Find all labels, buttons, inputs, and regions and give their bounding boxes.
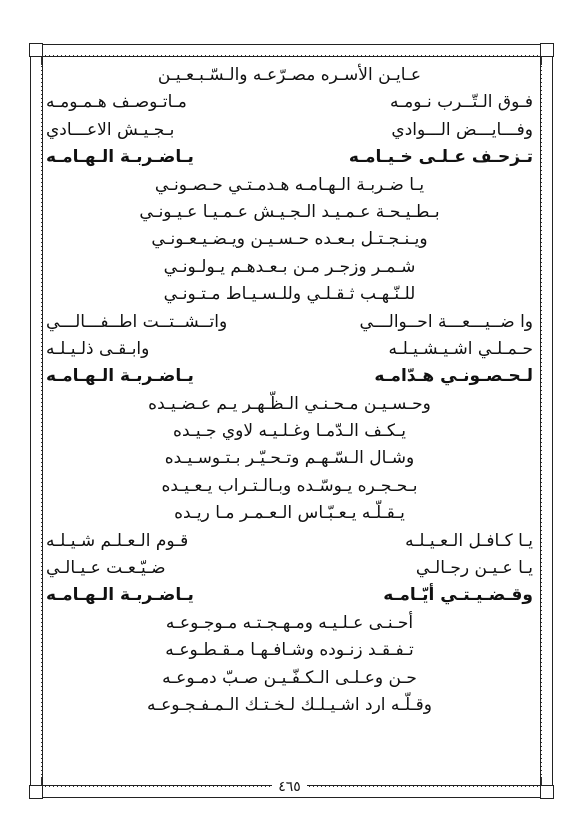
poem-line: وقـلّـه ارد اشـيـلـك لـخـتـك الـمـفـجـوعـه (147, 694, 432, 715)
poem-line (46, 89, 533, 116)
poem-hemistich-right: وا ضــيـــعـــة احــوالـــي (359, 311, 533, 332)
poem-hemistich-right: وفـــايـــض الـــوادي (391, 119, 533, 140)
poem-hemistich-right: لـحـصـونـي هـدّامـه (374, 366, 533, 387)
poem-hemistich-right: تـزحـف عـلـى خـيـامـه (348, 147, 533, 168)
poem-line: وشـال الـسّـهـم وتـحـيّـر بـتـوسـيـده (164, 448, 415, 469)
poem-hemistich-left: قـوم الـعـلـم شـيـلـه (46, 530, 189, 551)
poem-line (46, 309, 533, 336)
page-number (0, 778, 579, 796)
poem-hemistich-left: يـاضـربـة الـهـامـه (46, 366, 194, 387)
poem-hemistich-left: مـاتـوصـف هـمـومـه (46, 92, 187, 113)
poem-hemistich-right: يـا عـيـن رجـالـي (415, 558, 533, 579)
poem-line: يـا ضـربـة الـهـامـه هـدمـتـي حـصـونـي (154, 174, 425, 195)
poem-line: للـنّـهـب ثـقـلـي وللـسـيـاط مـتـونـي (163, 284, 416, 305)
poem-line: حـن وعـلـى الـكـفّـيـن صـبّ دمـوعـه (162, 667, 417, 688)
poem-line (46, 117, 533, 144)
poem-hemistich-right: يـا كـافـل الـعـيـلـه (405, 530, 533, 551)
poem-hemistich-left: ضـيّـعـت عـيـالـي (46, 558, 166, 579)
poem-line: عـايـن الأسـره مصـرّعـه والـسّـبـعـيـن (157, 65, 422, 85)
poem-hemistich-left: يـاضـربـة الـهـامـه (46, 147, 194, 168)
poem-hemistich-left: واتــشــتــت اطــفـــالـــي (46, 311, 228, 332)
poem-line: بـطـيـحـة عـمـيـد الـجـيـش عـمـيـا عـيـونـي (139, 201, 440, 222)
poem-refrain-line (46, 582, 533, 609)
poem-hemistich-right: فـوق الـتّــرب نـومـه (390, 92, 533, 113)
page-number-label: ٤٦٥ (272, 779, 307, 795)
poem-line: يـكـف الـدّمـا وغـلـيـه لاوي جـيـده (173, 421, 406, 442)
poem-line: بـحـجـره يـوسّـده وبـالـتـراب يـعـيـده (161, 475, 418, 496)
poem-line: تـفـقـد زنـوده وشـافـهـا مـقـطـوعـه (165, 640, 414, 661)
poem-line (46, 336, 533, 363)
poem-text (46, 62, 533, 719)
poem-hemistich-right: وقـضـيـتـي أيّـامـه (383, 585, 533, 606)
poem-line (46, 555, 533, 582)
poem-hemistich-right: حـمـلـي اشـيـشـيـلـه (388, 338, 533, 359)
poem-line: أحـنـى عـلـيـه ومـهـجـتـه مـوجـوعـه (165, 612, 414, 633)
poem-line: وحـسـيـن مـحـنـي الـظّـهـر يـم عـضـيـده (148, 393, 431, 414)
corner-ornament (540, 43, 554, 57)
poem-line: ويـنـجـتـل بـعـده حـسـيـن ويـضـيـعـونـي (151, 229, 428, 250)
poem-line (46, 528, 533, 555)
poem-hemistich-left: بـجـيـش الاعـــادي (46, 119, 175, 140)
poem-hemistich-left: يـاضـربـة الـهـامـه (46, 585, 194, 606)
poem-line: يـقـلّـه يـعـبّـاس الـعـمـر مـا ريـده (174, 503, 405, 524)
poem-line: شـمـر وزجـر مـن بـعـدهـم يـولـونـي (163, 256, 416, 277)
poem-refrain-line (46, 363, 533, 390)
corner-ornament (29, 43, 43, 57)
poem-hemistich-left: وابـقـى ذلـيـلـه (46, 338, 150, 359)
poem-refrain-line (46, 144, 533, 171)
